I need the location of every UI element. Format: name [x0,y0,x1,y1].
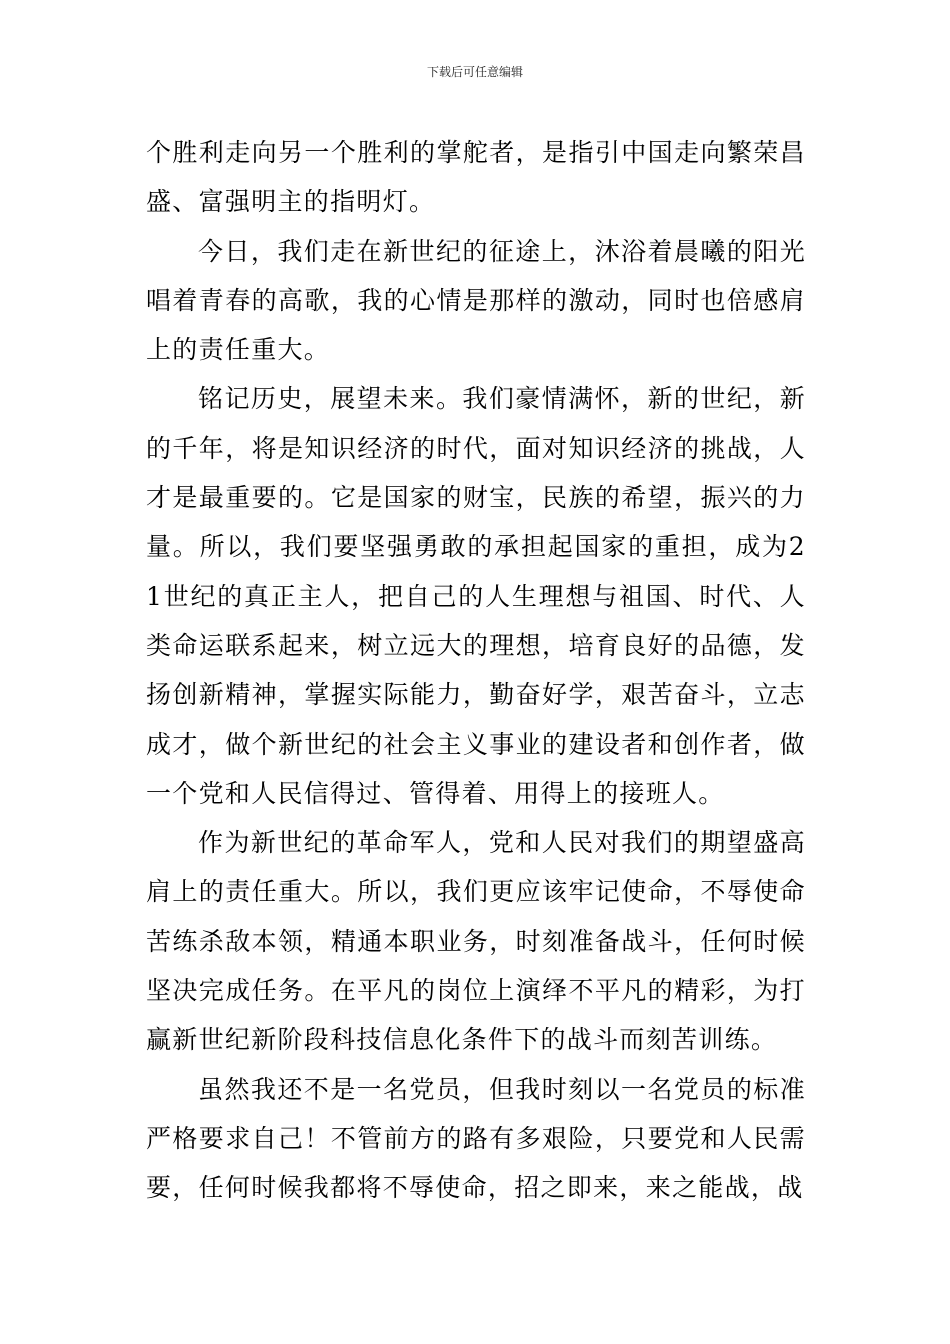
paragraph-4: 作为新世纪的革命军人，党和人民对我们的期望盛高肩上的责任重大。所以，我们更应该牢记使命，不辱使命苦练杀敌本领，精通本职业务，时刻准备战斗，任何时候坚决完成任务。在平凡的岗位上演绎不平凡的精彩，为打赢新世纪新阶段科技信息化条件下的战斗而刻苦训练。 [146,828,806,1055]
document-body [146,128,806,1213]
paragraph-2: 今日，我们走在新世纪的征途上，沐浴着晨曦的阳光唱着青春的高歌，我的心情是那样的激动，同时也倍感肩上的责任重大。 [146,236,806,365]
paragraph-5: 虽然我还不是一名党员，但我时刻以一名党员的标准严格要求自己！不管前方的路有多艰险，只要党和人民需要，任何时候我都将不辱使命，招之即来，来之能战，战 [146,1074,806,1203]
page-header: 下载后可任意编辑 [426,65,523,79]
paragraph-1: 个胜利走向另一个胜利的掌舵者，是指引中国走向繁荣昌盛、富强明主的指明灯。 [146,138,806,217]
paragraph-3: 铭记历史，展望未来。我们豪情满怀，新的世纪，新的千年，将是知识经济的时代，面对知识经济的挑战，人才是最重要的。它是国家的财宝，民族的希望，振兴的力量。所以，我们要坚强勇敢的承担起国家的重担，成为21世纪的真正主人，把自己的人生理想与祖国、时代、人类命运联系起来，树立远大的理想，培育良好的品德，发扬创新精神，掌握实际能力，勤奋好学，艰苦奋斗，立志成才，做个新世纪的社会主义事业的建设者和创作者，做一个党和人民信得过、管得着、用得上的接班人。 [146,384,806,808]
